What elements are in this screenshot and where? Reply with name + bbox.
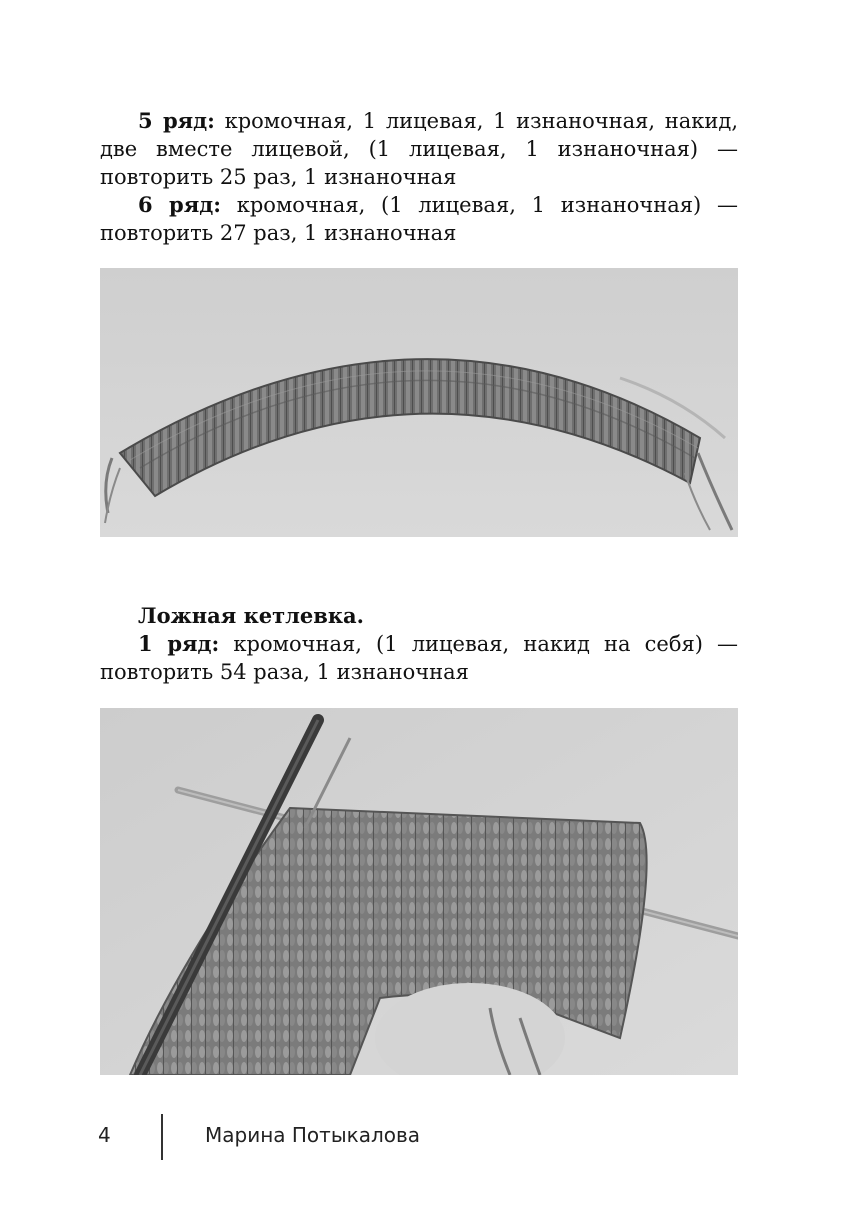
- knitting-arc-photo: [100, 268, 738, 537]
- instructions-block-1: [100, 107, 738, 247]
- row-6-text: кромочная, (1 лицевая, 1 изнаночная) — повторить 27 раз, 1 изнаночная: [100, 193, 738, 245]
- row-5-paragraph: [100, 107, 738, 191]
- row-6-label: 6 ряд:: [138, 192, 221, 217]
- section-heading: Ложная кетлевка.: [138, 603, 364, 628]
- row-1-paragraph: [100, 630, 738, 686]
- row-6-paragraph: [100, 191, 738, 247]
- instructions-block-2: [100, 602, 738, 686]
- row-5-label: 5 ряд:: [138, 108, 215, 133]
- row-1-text: кромочная, (1 лицевая, накид на себя) — повторить 54 раза, 1 изнаночная: [100, 632, 739, 684]
- row-5-text: кромочная, 1 лицевая, 1 изнаночная, накид, две вместе лицевой, (1 лицевая, 1 изнаночная) — повторить 25 раз, 1 изнаночная: [100, 109, 738, 189]
- knitting-needle-photo: [100, 708, 738, 1075]
- footer-divider: [161, 1114, 163, 1160]
- author-name: Марина Потыкалова: [205, 1123, 421, 1147]
- row-1-label: 1 ряд:: [138, 631, 220, 656]
- page-number: 4: [98, 1123, 111, 1147]
